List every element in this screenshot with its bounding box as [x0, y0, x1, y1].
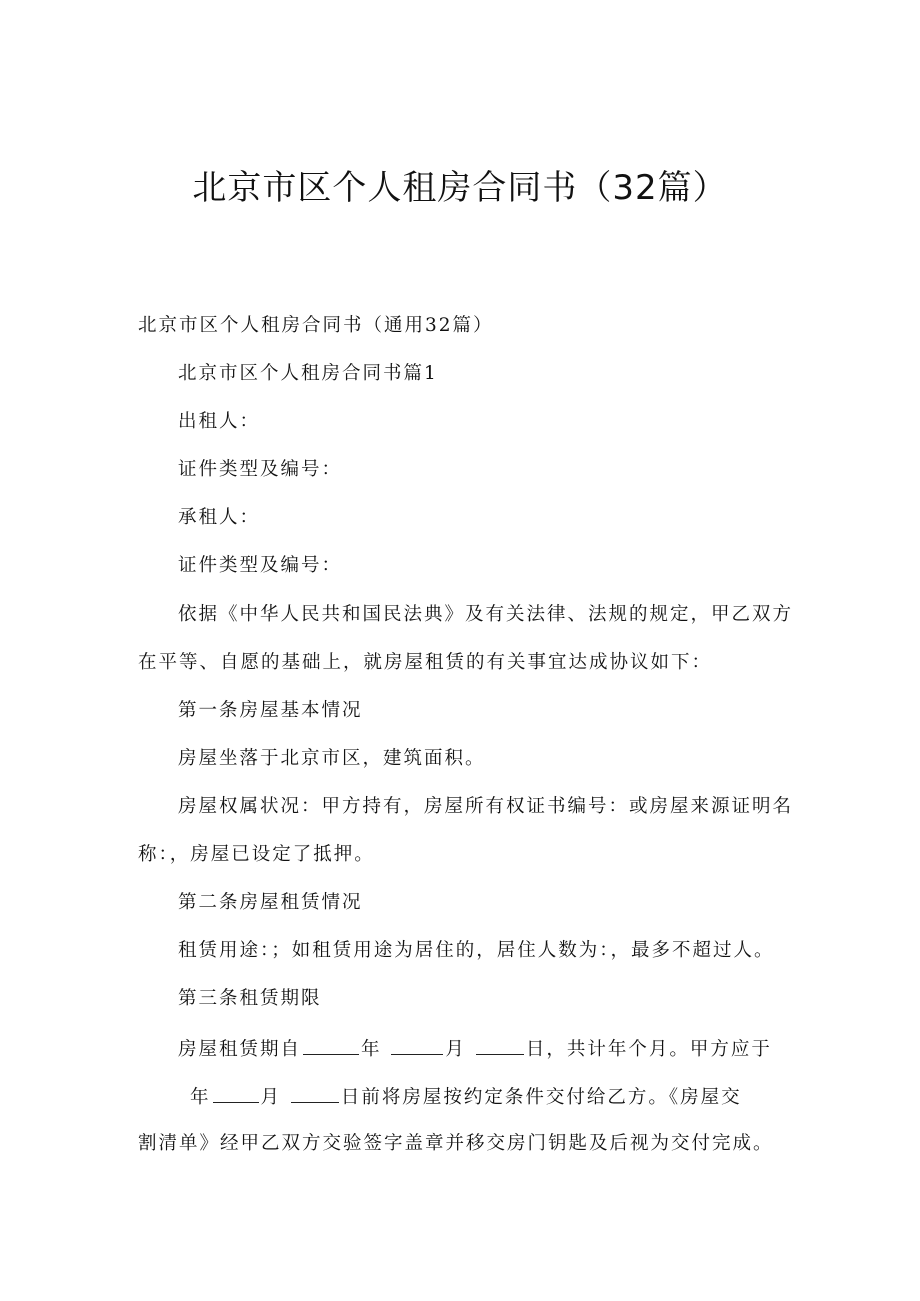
delivery-text: 日前将房屋按约定条件交付给乙方。《房屋交 — [340, 1087, 742, 1108]
article-1-heading: 第一条房屋基本情况 — [178, 700, 363, 721]
day-blank[interactable] — [476, 1036, 524, 1055]
delivery-month-blank[interactable] — [213, 1084, 259, 1103]
term-start-text: 房屋租赁期自 — [178, 1039, 302, 1060]
lessor-label: 出租人： — [178, 411, 261, 432]
article-1-location: 房屋坐落于北京市区，建筑面积。 — [178, 748, 486, 769]
document-title: 北京市区个人租房合同书（32篇） — [192, 168, 728, 208]
article-3-term-line — [178, 1036, 772, 1062]
article-2-heading: 第二条房屋租赁情况 — [178, 892, 363, 913]
section-heading: 北京市区个人租房合同书篇1 — [178, 363, 438, 384]
article-3-handover-line: 割清单》经甲乙双方交验签字盖章并移交房门钥匙及后视为交付完成。 — [138, 1133, 774, 1154]
lessee-id-label: 证件类型及编号： — [178, 555, 343, 576]
delivery-day-blank[interactable] — [291, 1084, 339, 1103]
term-end-text: 日，共计年个月。甲方应于 — [525, 1039, 772, 1060]
month-blank[interactable] — [391, 1036, 443, 1055]
document-subtitle: 北京市区个人租房合同书（通用32篇） — [138, 315, 494, 336]
preamble-line-1: 依据《中华人民共和国民法典》及有关法律、法规的规定，甲乙双方 — [178, 604, 794, 625]
article-3-heading: 第三条租赁期限 — [178, 988, 322, 1009]
delivery-year-label: 年 — [190, 1087, 211, 1108]
term-month-label: 月 — [445, 1039, 466, 1060]
preamble-line-2: 在平等、自愿的基础上，就房屋租赁的有关事宜达成协议如下： — [138, 652, 713, 673]
term-year-label: 年 — [361, 1039, 382, 1060]
article-2-use: 租赁用途：；如租赁用途为居住的，居住人数为：，最多不超过人。 — [178, 940, 775, 961]
delivery-month-label: 月 — [260, 1087, 282, 1108]
lessee-label: 承租人： — [178, 507, 261, 528]
article-3-delivery-line — [190, 1084, 742, 1110]
year-blank[interactable] — [303, 1036, 359, 1055]
article-1-ownership-line-1: 房屋权属状况：甲方持有，房屋所有权证书编号：或房屋来源证明名 — [178, 796, 794, 817]
lessor-id-label: 证件类型及编号： — [178, 459, 343, 480]
article-1-ownership-line-2: 称：，房屋已设定了抵押。 — [138, 844, 375, 865]
